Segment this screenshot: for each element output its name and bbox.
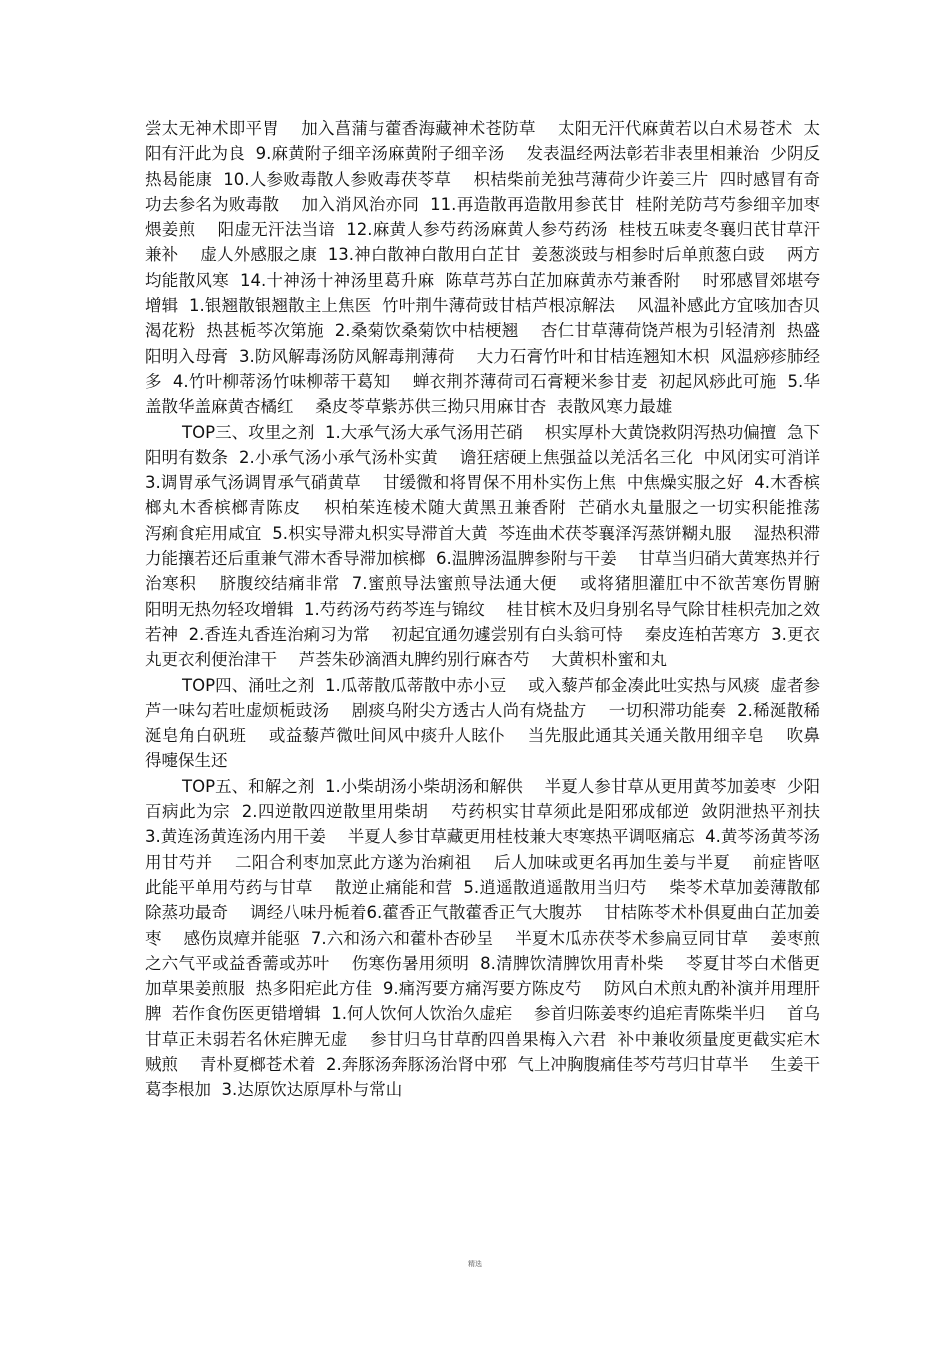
page-footer: 精选	[468, 1260, 482, 1268]
paragraph-section-emetic: TOP四、涌吐之剂 1.瓜蒂散瓜蒂散中赤小豆 或入藜芦郁金凑此吐实热与风痰 虚者参芦一味勾若吐虚烦栀豉汤 剧痰乌附尖方透古人尚有烧盐方 一切积滞功能奏 2.稀涎散稀涎皂角白矾班 或益藜芦微吐间风中痰升人眩仆 当先服此通其关通关散用细辛皂 吹鼻得嚏保生还	[145, 675, 820, 771]
paragraph-section-harmonizing: TOP五、和解之剂 1.小柴胡汤小柴胡汤和解供 半夏人参甘草从更用黄芩加姜枣 少阳百病此为宗 2.四逆散四逆散里用柴胡 芍药枳实甘草须此是阳邪成郁逆 敛阴泄热平剂扶 3.黄连汤黄连汤内用干姜 半夏人参甘草藏更用桂枝兼大枣寒热平调呕痛忘 4.黄芩汤黄芩汤用甘芍并 二阳合利枣加烹此方遂为治痢祖 后人加味或更名再加生姜与半夏 前症皆呕此能平单用芍药与甘草 散逆止痛能和营 5.逍遥散逍遥散用当归芍 柴苓术草加姜薄散郁除蒸功最奇 调经八味丹栀着6.藿香正气散藿香正气大腹苏 甘桔陈苓术朴俱夏曲白芷加姜枣 感伤岚瘴并能驱 7.六和汤六和藿朴杏砂呈 半夏木瓜赤茯苓术参扁豆同甘草 姜枣煎之六气平或益香薷或苏叶 伤寒伤暑用须明 8.清脾饮清脾饮用青朴柴 苓夏甘芩白术偕更加草果姜煎服 热多阳疟此方佳 9.痛泻要方痛泻要方陈皮芍 防风白术煎丸酌补演并用理肝脾 若作食伤医更错增辑 1.何人饮何人饮治久虚疟 参首归陈姜枣约追疟青陈柴半归 首乌甘草正未弱若名休疟脾无虚 参甘归乌甘草酌四兽果梅入六君 补中兼收须量度更截实疟木贼煎 青朴夏榔苍术着 2.奔豚汤奔豚汤治肾中邪 气上冲胸腹痛佳芩芍芎归甘草半 生姜干葛李根加 3.达原饮达原厚朴与常山	[145, 776, 831, 1100]
paragraph-section-purgative: TOP三、攻里之剂 1.大承气汤大承气汤用芒硝 枳实厚朴大黄饶救阴泻热功偏擅 急下阳明有数条 2.小承气汤小承气汤朴实黄 谵狂痞硬上焦强益以羌活名三化 中风闭实可消详 3.调胃承气汤调胃承气硝黄草 甘缓微和将胃保不用朴实伤上焦 中焦燥实服之好 4.木香槟榔丸木香槟榔青陈皮 枳柏茱连棱术随大黄黑丑兼香附 芒硝水丸量服之一切实积能推荡 泻痢食疟用咸宜 5.枳实导滞丸枳实导滞首大黄 芩连曲术茯苓襄泽泻蒸饼糊丸服 湿热积滞力能攘若还后重兼气滞木香导滞加槟榔 6.温脾汤温脾参附与干姜 甘草当归硝大黄寒热并行治寒积 脐腹绞结痛非常 7.蜜煎导法蜜煎导法通大便 或将猪胆灌肛中不欲苦寒伤胃腑 阳明无热勿轻攻增辑 1.芍药汤芍药芩连与锦纹 桂甘槟木及归身别名导气除甘桂枳壳加之效若神 2.香连丸香连治痢习为常 初起宜通勿遽尝别有白头翁可恃 秦皮连柏苦寒方 3.更衣丸更衣利便治津干 芦荟朱砂滴酒丸脾约别行麻杏芍 大黄枳朴蜜和丸	[145, 422, 842, 670]
document-body	[145, 116, 842, 1103]
paragraph-formulas-continued: 尝太无神术即平胃 加入菖蒲与藿香海藏神术苍防草 太阳无汗代麻黄若以白术易苍术 太阳有汗此为良 9.麻黄附子细辛汤麻黄附子细辛汤 发表温经两法彰若非表里相兼治 少阴反热曷能康 10.人参败毒散人参败毒茯苓草 枳桔柴前羌独芎薄荷少许姜三片 四时感冒有奇功去参名为败毒散 加入消风治亦同 11.再造散再造散用参芪甘 桂附羌防芎芍参细辛加枣煨姜煎 阳虚无汗法当谙 12.麻黄人参芍药汤麻黄人参芍药汤 桂枝五味麦冬襄归芪甘草汗兼补 虚人外感服之康 13.神白散神白散用白芷甘 姜葱淡豉与相参时后单煎葱白豉 两方均能散风寒 14.十神汤十神汤里葛升麻 陈草芎苏白芷加麻黄赤芍兼香附 时邪感冒郊堪夸增辑 1.银翘散银翘散主上焦医 竹叶荆牛薄荷豉甘桔芦根凉解法 风温补感此方宜咳加杏贝渴花粉 热甚栀芩次第施 2.桑菊饮桑菊饮中桔梗翘 杏仁甘草薄荷饶芦根为引轻清剂 热盛阳明入母膏 3.防风解毒汤防风解毒荆薄荷 大力石膏竹叶和甘桔连翘知木枳 风温痧疹肺经多 4.竹叶柳蒂汤竹味柳蒂干葛知 蝉衣荆芥薄荷司石膏粳米参甘麦 初起风痧此可施 5.华盖散华盖麻黄杏橘红 桑皮苓草紫苏供三拗只用麻甘杏 表散风寒力最雄	[145, 119, 820, 417]
